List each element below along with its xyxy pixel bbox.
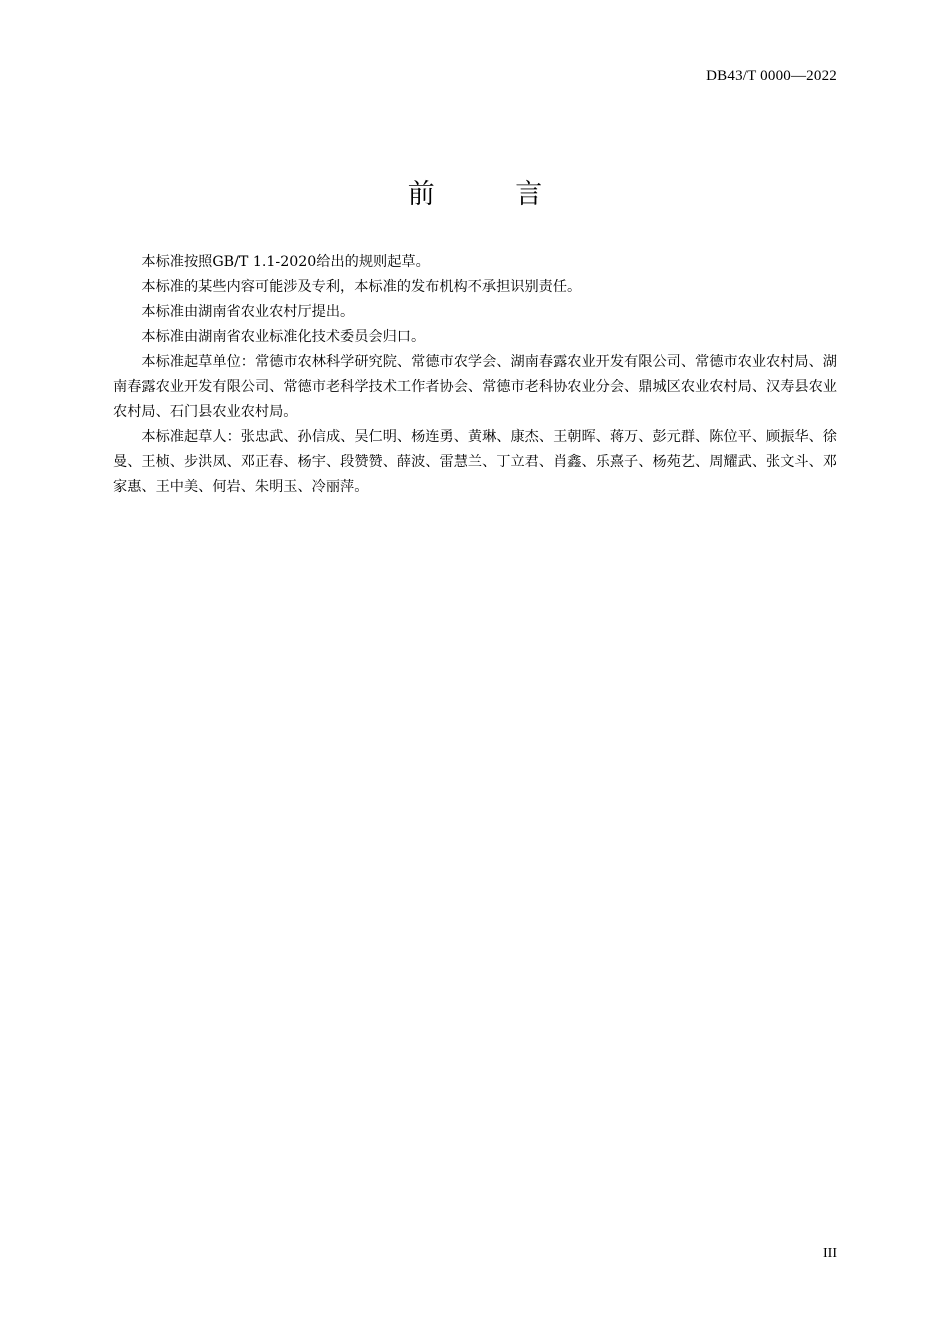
standard-code: DB43/T 0000—2022 <box>706 68 837 84</box>
paragraph-proposer: 本标准由湖南省农业农村厅提出。 <box>141 304 355 320</box>
paragraph-drafters: 本标准起草人：张忠武、孙信成、吴仁明、杨连勇、黄琳、康杰、王朝晖、蒋万、彭元群、陈位平、顾振华、徐曼、王桢、步洪凤、邓正春、杨宇、段赞赞、薛波、雷慧兰、丁立君、肖鑫、乐熹子、杨苑艺、周耀武、张文斗、邓家惠、王中美、何岩、朱明玉、冷丽萍。 <box>113 429 837 495</box>
paragraph-patent-notice: 本标准的某些内容可能涉及专利，本标准的发布机构不承担识别责任。 <box>141 279 582 295</box>
page-title: 前 言 <box>407 179 579 210</box>
page-number: III <box>823 1246 837 1261</box>
paragraph-committee: 本标准由湖南省农业标准化技术委员会归口。 <box>141 329 426 345</box>
paragraph-drafting-units: 本标准起草单位：常德市农林科学研究院、常德市农学会、湖南春露农业开发有限公司、常德市农业农村局、湖南春露农业开发有限公司、常德市老科学技术工作者协会、常德市老科协农业分会、鼎城区农业农村局、汉寿县农业农村局、石门县农业农村局。 <box>113 354 837 420</box>
paragraph-drafting-rules: 本标准按照GB/T 1.1-2020给出的规则起草。 <box>141 254 430 270</box>
foreword-body <box>113 250 837 500</box>
